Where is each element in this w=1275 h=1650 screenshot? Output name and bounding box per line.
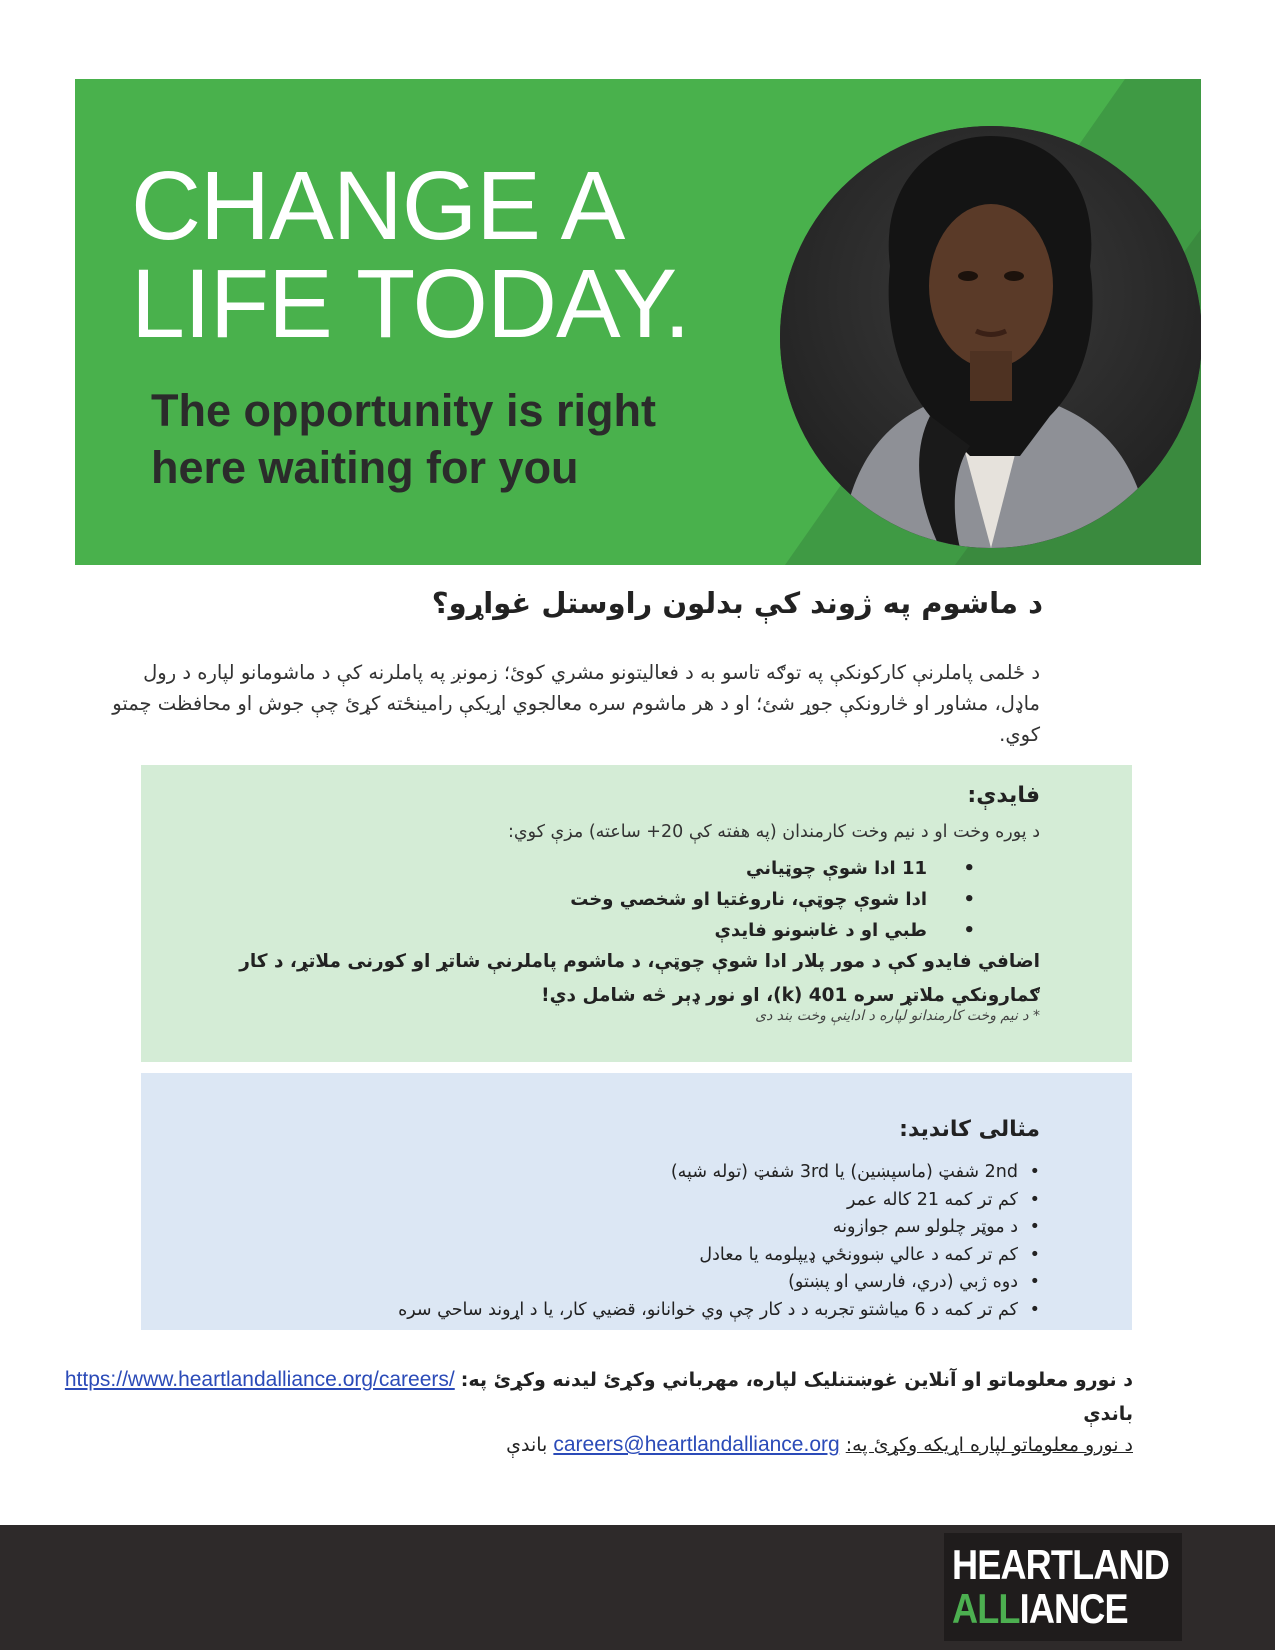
email-suffix: باندې [506, 1434, 548, 1456]
bullet-icon: • [1029, 1189, 1040, 1210]
bullet-icon: • [963, 920, 975, 941]
list-item: • طبي او د غاښونو فایدې [275, 915, 975, 946]
intro-paragraph: د ځلمی پاملرنې کارکونکې په توګه تاسو به د فعالیتونو مشري کوئ؛ زمونږ په پاملرنه کې د ماشومانو لپاره د رول ماډل، مشاور او څارونکې جوړ شئ؛ او د هر ماشوم سره معالجوي اړیکې رامینځته کړئ چې جوش او محافظت چمتو کوي. [112, 661, 1040, 746]
bullet-icon: • [963, 858, 975, 879]
list-item: • ادا شوې چوټې، ناروغتیا او شخصي وخت [275, 884, 975, 915]
hero-subtitle: The opportunity is right here waiting for you [151, 385, 656, 493]
email-link[interactable]: careers@heartlandalliance.org [553, 1433, 840, 1456]
bullet-icon: • [1029, 1272, 1040, 1292]
bullet-icon: • [1029, 1299, 1040, 1320]
careers-link[interactable]: https://www.heartlandalliance.org/careers/ [64, 1368, 455, 1391]
email-text: د نورو معلوماتو لپاره اړیکه وکړئ په: [845, 1434, 1133, 1456]
logo-line-1: HEARTLAND [952, 1541, 1169, 1588]
footer-bar [0, 1525, 1275, 1650]
list-item: • کم تر کمه د عالي ښوونځي ډیپلومه یا معادل [260, 1242, 1040, 1270]
benefits-title: فایدې: [967, 783, 1040, 808]
list-item: • کم تر کمه 21 کاله عمر [260, 1187, 1040, 1215]
list-item: • دوه ژبي (دري، فارسي او پښتو) [260, 1269, 1040, 1297]
bullet-icon: • [1029, 1162, 1040, 1182]
email-info [43, 1433, 1133, 1457]
hero-banner [75, 79, 1201, 565]
benefits-list [275, 853, 975, 946]
list-item: • 11 ادا شوې چوټیاني [275, 853, 975, 884]
bullet-icon: • [1029, 1217, 1040, 1237]
benefits-note: * د نیم وخت کارمندانو لپاره د اداینې وخت بند دی [755, 1008, 1040, 1024]
candidate-title: مثالی کاندید: [899, 1117, 1040, 1142]
portrait-photo [780, 126, 1201, 548]
benefits-lead: د پوره وخت او د نیم وخت کارمندان (په هفته کې 20+ ساعته) مزې کوي: [508, 822, 1040, 842]
candidate-list [260, 1159, 1040, 1324]
benefits-extra: اضافي فایدو کې د مور پلار ادا شوې چوټې، د ماشوم پاملرنې شاتړ او کورنی ملاتړ، د کار ګمارونکي ملاتړ سره 401 (k)، او نور ډېر څه شامل دي! [239, 951, 1040, 1006]
list-item: • 2nd شفټ (ماسپښین) یا 3rd شفټ (توله شپه) [260, 1159, 1040, 1187]
list-item: • کم تر کمه د 6 میاشتو تجربه د د کار چې وي خوانانو، قضیي کار، یا د اړوند ساحي سره [260, 1297, 1040, 1325]
online-apply-text: د نورو معلوماتو او آنلاین غوښتنلیک لپاره، مهرباني وکړئ لیدنه وکړئ په: [460, 1369, 1133, 1391]
candidate-box [141, 1073, 1132, 1330]
online-apply-info [43, 1363, 1133, 1431]
heartland-alliance-logo [944, 1533, 1182, 1641]
benefits-box [141, 765, 1132, 1062]
page-heading: د ماشوم په ژوند کې بدلون راوستل غواړو؟ [431, 586, 1043, 620]
bullet-icon: • [1029, 1244, 1040, 1265]
bullet-icon: • [963, 889, 975, 910]
online-apply-suffix: باندې [1083, 1403, 1133, 1425]
hero-title: CHANGE A LIFE TODAY. [131, 151, 690, 358]
logo-line-2: ALLIANCE [952, 1585, 1128, 1632]
list-item: • د موټر چلولو سم جوازونه [260, 1214, 1040, 1242]
